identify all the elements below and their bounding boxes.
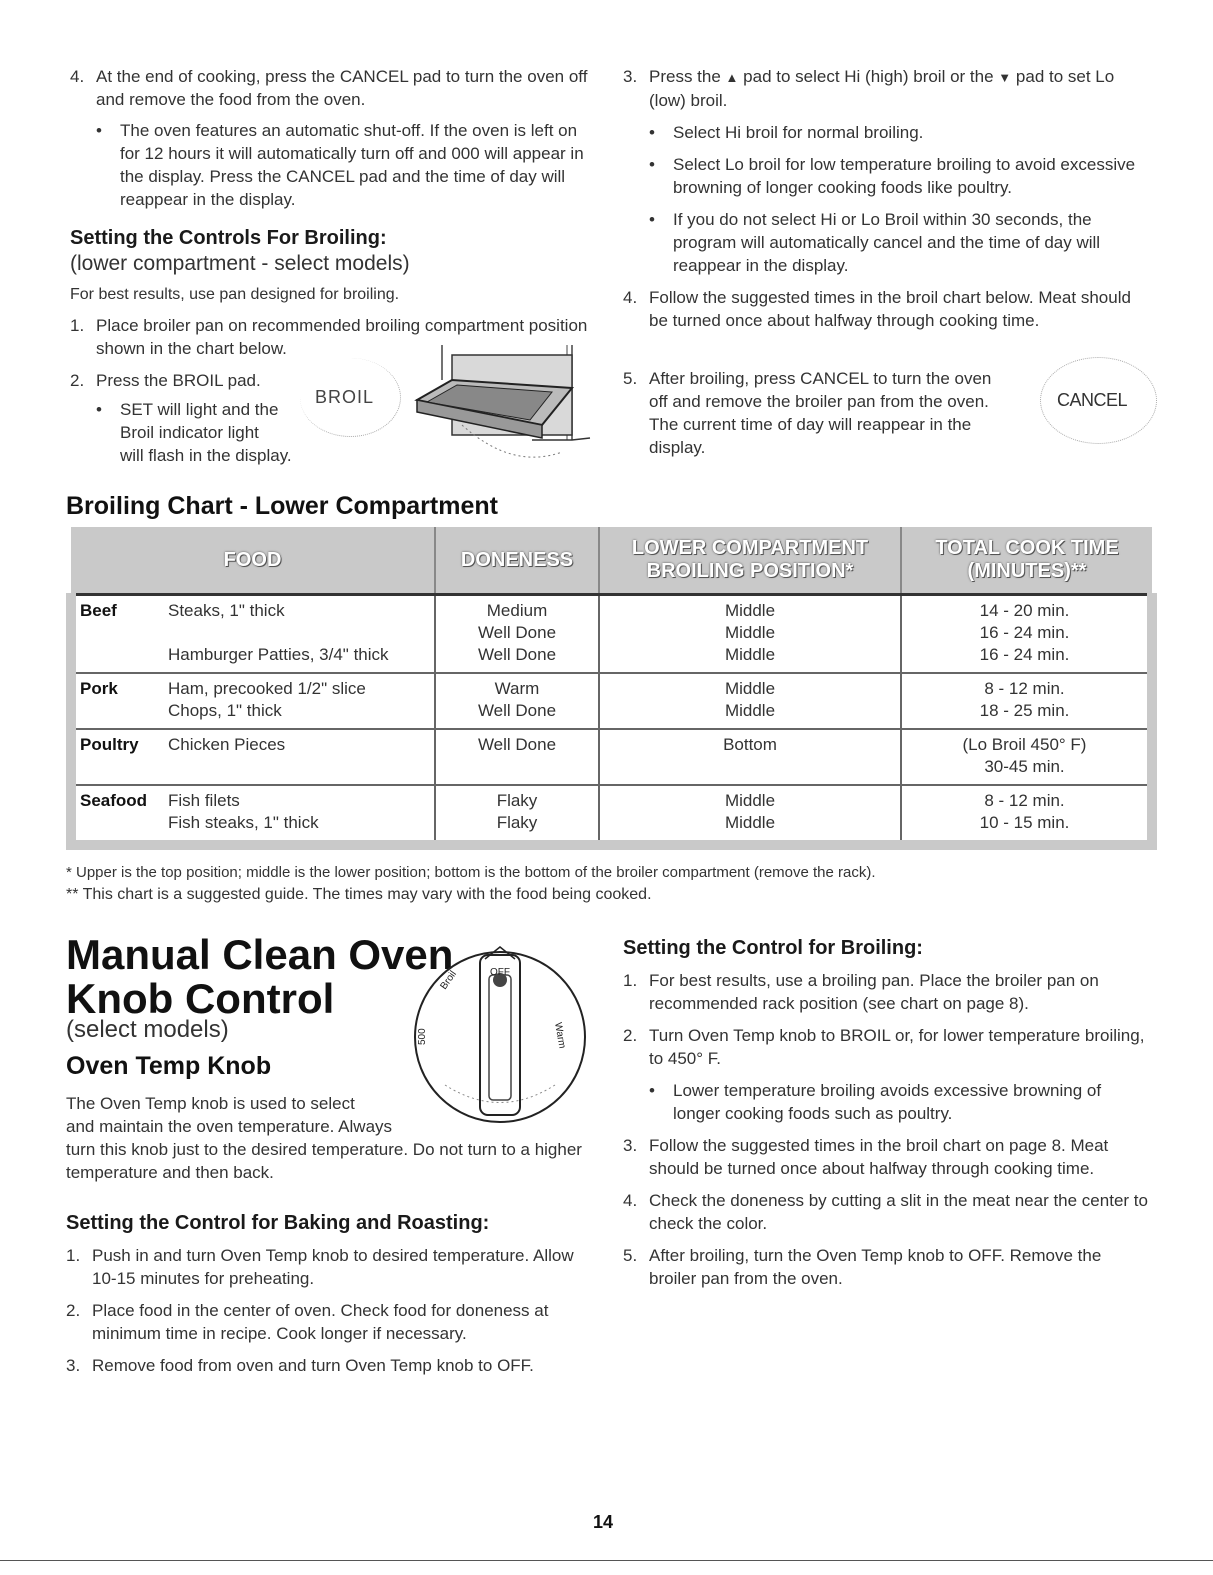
step-text: Follow the suggested times in the broil chart below. Meat should be turned once about halfway through cooking time.: [649, 288, 1131, 330]
step-number: 3.: [66, 1356, 81, 1375]
doneness-cell: [435, 595, 599, 674]
time-value: 30-45 min.: [984, 757, 1065, 776]
header-line: TOTAL COOK TIME: [935, 537, 1119, 559]
broiling-heading: Setting the Control for Broiling:: [623, 937, 923, 959]
set-light-bullet: [70, 398, 310, 467]
step-text: off and remove the broiler pan from the oven.: [649, 392, 989, 411]
header-line: LOWER COMPARTMENT: [631, 537, 869, 559]
step-text: Turn Oven Temp knob to BROIL or, for lower temperature broiling, to 450° F.: [649, 1026, 1145, 1068]
step-2: [70, 369, 310, 392]
bullet-line: Broil indicator light: [120, 423, 259, 442]
step-text: Follow the suggested times in the broil chart on page 8. Meat should be turned once about halfway through cooking time.: [649, 1136, 1109, 1178]
time-value: 18 - 25 min.: [979, 701, 1070, 720]
oven-temp-knob-heading: Oven Temp Knob: [66, 1052, 272, 1080]
food-item: Hamburger Patties, 3/4" thick: [168, 645, 389, 664]
step-text: For best results, use a broiling pan. Place the broiler pan on recommended rack position (see chart on page 8).: [649, 971, 1099, 1013]
time-value: 16 - 24 min.: [979, 623, 1070, 642]
oven-temp-knob-icon: [405, 945, 595, 1130]
lo-broil-bullet: • Select Lo broil for low temperature broiling to avoid excessive browning of longer cooking foods like poultry.: [623, 153, 1148, 199]
time-value: 16 - 24 min.: [979, 645, 1070, 664]
title-line: Knob Control: [66, 975, 335, 1022]
hi-broil-bullet: • Select Hi broil for normal broiling.: [623, 121, 1148, 144]
position-value: Middle: [724, 701, 776, 720]
position-cell: [599, 729, 901, 785]
food-category: Seafood: [80, 791, 148, 810]
desc-line: The Oven Temp knob is used to select: [66, 1094, 355, 1113]
auto-shutoff-bullet: • The oven features an automatic shut-off. If the oven is left on for 12 hours it will automatically turn off and 000 will appear in the display. Press the CANCEL pad and the time of day will reappear in the display.: [70, 119, 590, 211]
timeout-bullet: • If you do not select Hi or Lo Broil within 30 seconds, the program will automatically cancel and the time of day will reappear in the display.: [623, 208, 1148, 277]
doneness-value: Well Done: [477, 623, 557, 642]
food-category: Pork: [80, 679, 118, 698]
doneness-value: Medium: [486, 601, 548, 620]
title-line: Manual Clean Oven: [66, 931, 454, 978]
down-triangle-icon: ▼: [998, 70, 1012, 85]
knob-warm-label: Warm: [552, 1021, 568, 1050]
time-value: 10 - 15 min.: [979, 813, 1070, 832]
food-item: Chops, 1" thick: [168, 701, 282, 720]
doneness-cell: [435, 673, 599, 729]
footnote-position: * Upper is the top position; middle is the lower position; bottom is the bottom of the broiler compartment (remove the rack).: [66, 864, 876, 881]
step-text: After broiling, turn the Oven Temp knob to OFF. Remove the broiler pan from the oven.: [649, 1246, 1102, 1288]
cancel-pad-label: CANCEL: [1057, 390, 1128, 410]
step-text: Press the BROIL pad.: [96, 371, 261, 390]
step-number: 5.: [623, 369, 638, 388]
header-position: [599, 527, 901, 595]
step-number: 4.: [623, 1191, 638, 1210]
table-row: [71, 673, 1152, 729]
broiling-knob-section: [623, 935, 1148, 1290]
doneness-value: Warm: [494, 679, 540, 698]
chart-footnotes: [66, 862, 1156, 906]
step-5-cancel: [623, 367, 1063, 459]
time-value: 8 - 12 min.: [984, 791, 1065, 810]
desc-line: and maintain the oven temperature. Always: [66, 1117, 393, 1136]
step-number: 4.: [623, 288, 638, 307]
page-number: 14: [593, 1512, 614, 1532]
food-item: Steaks, 1" thick: [168, 601, 285, 620]
up-triangle-icon: ▲: [725, 70, 739, 85]
knob-broil-label: Broil: [438, 969, 459, 992]
step-number: 1.: [623, 971, 638, 990]
doneness-cell: [435, 785, 599, 845]
step-number: 2.: [70, 371, 85, 390]
position-value: Middle: [724, 791, 776, 810]
table-header-row: [71, 527, 1152, 595]
broil-step-1: [623, 969, 1148, 1015]
position-cell: [599, 673, 901, 729]
doneness-value: Flaky: [496, 791, 538, 810]
knob-off-label: OFF: [490, 967, 510, 978]
step-3-select-broil: [623, 65, 1148, 112]
broil-pad-label: BROIL: [315, 387, 375, 407]
header-line: (MINUTES)**: [967, 560, 1087, 582]
header-line: BROILING POSITION*: [646, 560, 854, 582]
knob-subtitle: (select models): [66, 1016, 229, 1043]
step-number: 2.: [623, 1026, 638, 1045]
header-food: FOOD: [71, 527, 435, 595]
time-value: 8 - 12 min.: [984, 679, 1065, 698]
step-number: 3.: [623, 67, 638, 86]
step-text: pad to select Hi (high) broil or the: [743, 67, 994, 86]
intro-text: For best results, use pan designed for broiling.: [70, 286, 400, 303]
time-value: (Lo Broil 450° F): [962, 735, 1087, 754]
step-number: 3.: [623, 1136, 638, 1155]
broil-chart-table: [66, 527, 1157, 850]
position-value: Middle: [724, 601, 776, 620]
baking-section: [66, 1210, 596, 1377]
time-cell: [901, 595, 1152, 674]
table-row: [71, 785, 1152, 845]
step-number: 1.: [66, 1246, 81, 1265]
knob-500-label: 500: [417, 1028, 428, 1045]
time-value: 14 - 20 min.: [979, 601, 1070, 620]
broil-step-5: [623, 1244, 1148, 1290]
top-left-column: [70, 65, 590, 211]
food-cell: [71, 729, 435, 785]
doneness-value: Flaky: [496, 813, 538, 832]
header-time: [901, 527, 1152, 595]
step-text: Place broiler pan on recommended broiling compartment position shown in the chart below.: [96, 316, 588, 358]
bake-step-2: [66, 1299, 596, 1345]
step-number: 1.: [70, 316, 85, 335]
section-heading: Setting the Controls For Broiling:: [70, 227, 387, 249]
bottom-divider: [0, 1560, 1213, 1561]
food-category: Beef: [80, 601, 117, 620]
bullet-line: SET will light and the: [120, 400, 279, 419]
step-text: After broiling, press CANCEL to turn the oven: [649, 369, 992, 388]
step-text: The current time of day will reappear in the: [649, 415, 972, 434]
step-text: Check the doneness by cutting a slit in the meat near the center to check the color.: [649, 1191, 1148, 1233]
position-value: Middle: [724, 679, 776, 698]
step-text: display.: [649, 438, 706, 457]
position-value: Middle: [724, 623, 776, 642]
bake-step-3: [66, 1354, 596, 1377]
desc-line: turn this knob just to the desired temperature. Do not turn to a higher temperature and then back.: [66, 1140, 582, 1182]
position-value: Bottom: [723, 735, 777, 754]
doneness-value: Well Done: [477, 645, 557, 664]
step-number: 5.: [623, 1246, 638, 1265]
broil-step-2: [623, 1024, 1148, 1070]
time-cell: [901, 673, 1152, 729]
step-text: Place food in the center of oven. Check food for doneness at minimum time in recipe. Cook longer if necessary.: [92, 1301, 549, 1343]
section-subheading: (lower compartment - select models): [70, 252, 410, 275]
manual-clean-title: [66, 933, 453, 1021]
broil-step-3: [623, 1134, 1148, 1180]
step-4-follow-times: [623, 286, 1148, 332]
baking-heading: Setting the Control for Baking and Roasting:: [66, 1212, 490, 1234]
doneness-cell: [435, 729, 599, 785]
broiler-drawer-illustration: [412, 340, 592, 465]
step-number: 4.: [70, 67, 85, 86]
step-text: Press the: [649, 67, 721, 86]
time-cell: [901, 729, 1152, 785]
table-row: [71, 595, 1152, 674]
step-2-broil-pad: [70, 369, 310, 467]
food-item: Fish filets: [168, 791, 240, 810]
step-text: pad to set Lo (low) broil.: [649, 67, 1115, 110]
food-cell: [71, 785, 435, 845]
bake-step-1: [66, 1244, 596, 1290]
step-4-end-cooking: [70, 65, 590, 111]
position-cell: [599, 595, 901, 674]
food-cell: [71, 673, 435, 729]
footnote-times: ** This chart is a suggested guide. The times may vary with the food being cooked.: [66, 886, 652, 903]
step-5: [623, 367, 1063, 459]
broil-step-4: [623, 1189, 1148, 1235]
table-row: [71, 729, 1152, 785]
step-number: 2.: [66, 1301, 81, 1320]
food-item: Fish steaks, 1" thick: [168, 813, 319, 832]
step-text: At the end of cooking, press the CANCEL pad to turn the oven off and remove the food from the oven.: [96, 67, 588, 109]
header-doneness: DONENESS: [435, 527, 599, 595]
time-cell: [901, 785, 1152, 845]
bullet-line: will flash in the display.: [120, 446, 292, 465]
position-value: Middle: [724, 645, 776, 664]
position-cell: [599, 785, 901, 845]
top-right-column: [623, 65, 1148, 332]
step-text: Remove food from oven and turn Oven Temp knob to OFF.: [92, 1356, 534, 1375]
step-text: Push in and turn Oven Temp knob to desired temperature. Allow 10-15 minutes for preheating.: [92, 1246, 574, 1288]
food-item: Chicken Pieces: [168, 735, 286, 754]
food-item: Ham, precooked 1/2" slice: [168, 679, 366, 698]
food-cell: [71, 595, 435, 674]
position-value: Middle: [724, 813, 776, 832]
broil-step-2-bullet: • Lower temperature broiling avoids excessive browning of longer cooking foods such as poultry.: [623, 1079, 1148, 1125]
doneness-value: Well Done: [477, 735, 557, 754]
doneness-value: Well Done: [477, 701, 557, 720]
broil-chart-title: Broiling Chart - Lower Compartment: [66, 492, 498, 520]
food-category: Poultry: [80, 735, 139, 754]
